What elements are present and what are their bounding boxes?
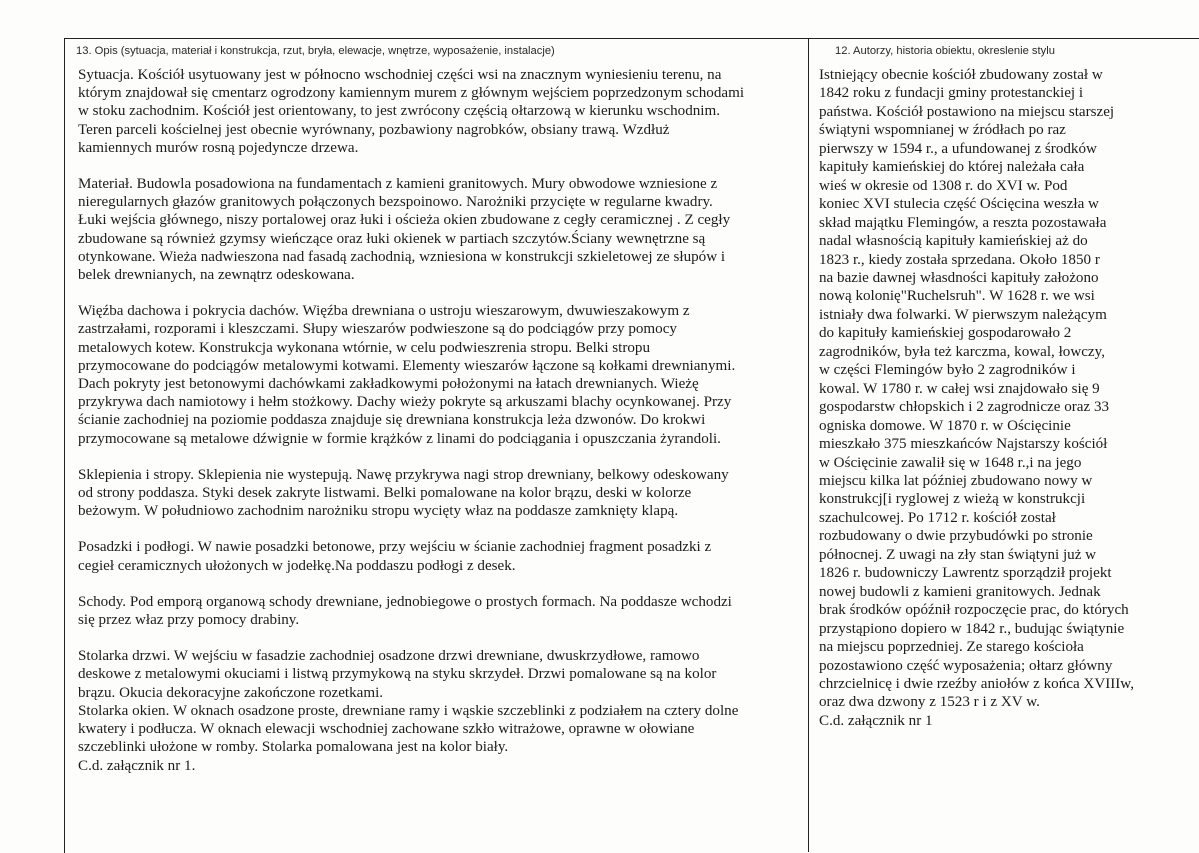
text-line: otynkowane. Wieża nadwieszona nad fasadą zachodnią, wzniesiona w konstrukcji szkieletowej ze słupów i: [78, 248, 726, 265]
text-line: kamiennych murów rosną pojedyncze drzewa.: [78, 139, 359, 156]
text-line: świątyni wspomnianej w źródłach po raz: [819, 122, 1066, 139]
text-line: Dach pokryty jest betonowymi dachówkami zakładkowymi położonymi na łatach drewnianych. Wieżę: [78, 376, 699, 393]
text-line: szachulcowej. Po 1712 r. kościół został: [819, 509, 1056, 526]
text-line: przymocowane do podciągów metalowymi kotwami. Elementy wieszarów łączone są kołkami drewnianymi.: [78, 357, 736, 374]
text-line: szczeblinki ułożone w romby. Stolarka pomalowana jest na kolor biały.: [78, 739, 509, 756]
text-line: konstrukcj[i ryglowej z wieżą w konstrukcji: [819, 491, 1086, 508]
paragraph-wiezba: [78, 302, 798, 448]
description-column: [78, 66, 798, 775]
text-line: miejscu kilka lat później zbudowano nowy w: [819, 472, 1093, 489]
column-divider: [808, 38, 809, 852]
text-line: Więźba dachowa i pokrycia dachów. Więźba drewniana o ustroju wieszarowym, dwuwieszakowym z: [78, 303, 690, 320]
text-line: ogniska domowe. W 1870 r. w Ościęcinie: [819, 417, 1071, 434]
text-line: Schody. Pod emporą organową schody drewniane, jednobiegowe o prostych formach. Na poddasze wchodzi: [78, 593, 732, 610]
text-line: cegieł ceramicznych ułożonych w jodełkę.Na poddaszu podłogi z desek.: [78, 557, 516, 574]
text-line: w części Flemingów było 2 zagrodników i: [819, 362, 1076, 379]
text-line: od strony poddasza. Styki desek zakryte listwami. Belki pomalowane na kolor brązu, deski w kolorze: [78, 485, 692, 502]
text-line: na miejscu poprzedniej. Ze starego kościoła: [819, 639, 1084, 656]
section-12-header: 12. Autorzy, historia obiektu, okreslenie stylu: [835, 45, 1055, 57]
text-line: na bazie dawnej własdności kapituły założono: [819, 269, 1099, 286]
text-line: beżowym. W południowo zachodnim narożniku stropu wycięty właz na poddasze zamknięty klapą.: [78, 503, 679, 520]
text-line: brak środków opóźnił rozpoczęcie prac, do których: [819, 602, 1129, 619]
text-line: Materiał. Budowla posadowiona na fundamentach z kamieni granitowych. Mury obwodowe wzniesione z: [78, 176, 718, 193]
text-line: zagrodników, była też karczma, kowal, łowczy,: [819, 343, 1105, 360]
text-line: Sklepienia i stropy. Sklepienia nie wystepują. Nawę przykrywa nagi strop drewniany, belkowy odeskowany: [78, 466, 729, 483]
text-line: się przez właz przy pomocy drabiny.: [78, 612, 300, 629]
text-line: zbudowane są również gzymsy wieńczące oraz łuki okienek w partiach szczytów.Ściany wewnętrzne są: [78, 230, 706, 247]
text-line: Sytuacja. Kościół usytuowany jest w północno wschodniej części wsi na znacznym wyniesieniu terenu, na: [78, 67, 722, 83]
paragraph-sytuacja: [78, 66, 798, 157]
text-line: 1823 r., kiedy została sprzedana. Około 1850 r: [819, 251, 1100, 268]
text-line: Stolarka drzwi. W wejściu w fasadzie zachodniej osadzone drzwi drewniane, dwuskrzydłowe, ramowo: [78, 648, 700, 665]
text-line: w Ościęcinie zawalił się w 1648 r.,i na jego: [819, 454, 1082, 471]
text-line: brązu. Okucia dekoracyjne zakończone rozetkami.: [78, 684, 384, 701]
text-line: oraz dwa dzwony z 1523 r i z XV w.: [819, 694, 1040, 711]
text-line: gospodarstw chłopskich i 2 zagrodnicze oraz 33: [819, 399, 1110, 416]
text-line: chrzcielnicę i dwie rzeźby aniołów z końca XVIIIw,: [819, 675, 1135, 692]
text-line: 1842 roku z fundacji gminy protestanckiej i: [819, 85, 1084, 102]
text-line: 1826 r. budowniczy Lawrentz sporządził projekt: [819, 565, 1112, 582]
paragraph-stolarka: [78, 647, 798, 774]
text-line: C.d. załącznik nr 1.: [78, 757, 196, 774]
text-line: istniały dwa folwarki. W pierwszym należącym: [819, 306, 1107, 323]
text-line: północnej. Z uwagi na zły stan świątyni już w: [819, 546, 1097, 563]
text-line: w stoku zachodnim. Kościół jest orientowany, to jest zwrócony częścią ołtarzową w kierunku wschodnim.: [78, 103, 721, 120]
paragraph-posadzki: [78, 538, 798, 574]
history-column: [819, 66, 1189, 730]
text-line: Istniejący obecnie kościół zbudowany został w: [819, 67, 1103, 83]
text-line: przymocowane są metalowe dźwignie w formie krążków z linami do podciągania i opuszczania żyrandoli.: [78, 430, 721, 447]
text-line: skład majątku Flemingów, a reszta pozostawała: [819, 214, 1107, 231]
text-line: zastrzałami, rozporami i kleszczami. Słupy wieszarów podwieszone są do podciągów przy pomocy: [78, 321, 677, 338]
paragraph-material: [78, 175, 798, 284]
text-line: państwa. Kościół postawiono na miejscu starszej: [819, 103, 1115, 120]
text-line: którym znajdował się cmentarz ogrodzony kamiennym murem z głównym wejściem poprzedzonym schodami: [78, 85, 745, 102]
text-line: przykrywa dach namiotowy i hełm stożkowy. Dachy wieży pokryte są arkuszami blachy ocynkowanej. Przy: [78, 394, 732, 411]
text-line: pozostawiono część wyposażenia; ołtarz główny: [819, 657, 1113, 674]
text-line: przystąpiono dopiero w 1842 r., budując świątynie: [819, 620, 1125, 637]
text-line: Łuki wejścia głównego, niszy portalowej oraz łuki i ościeża okien zbudowane z cegły ceramicznej . Z cegły: [78, 212, 731, 229]
text-line: Stolarka okien. W oknach osadzone proste, drewniane ramy i wąskie szczeblinki z podziałem na cztery dolne: [78, 702, 739, 719]
text-line: nadal własnością kapituły kamieńskiej aż do: [819, 233, 1088, 250]
section-13-header: 13. Opis (sytuacja, materiał i konstrukcja, rzut, bryła, elewacje, wnętrze, wyposażenie, instalacje): [76, 45, 555, 57]
text-line: Teren parceli kościelnej jest obecnie wyrównany, pozbawiony nagrobków, obsiany trawą. Wzdłuż: [78, 121, 670, 138]
paragraph-sklepienia: [78, 466, 798, 521]
text-line: kapituły kamieńskiej do której należała cała: [819, 159, 1085, 176]
paragraph-schody: [78, 593, 798, 629]
text-line: belek drewnianych, na zewnątrz odeskowana.: [78, 267, 355, 284]
text-line: rozbudowany o dwie przybudówki po stronie: [819, 528, 1093, 545]
text-line: kwatery i podłucza. W oknach elewacji wschodniej zachowane szkło witrażowe, oprawne w ołowiane: [78, 721, 695, 738]
text-line: Posadzki i podłogi. W nawie posadzki betonowe, przy wejściu w ścianie zachodniej fragment posadzki z: [78, 539, 712, 556]
text-line: nowej budowli z kamieni granitowych. Jednak: [819, 583, 1101, 600]
text-line: pierwszy w 1594 r., a ufundowanej z środków: [819, 140, 1097, 157]
text-line: nieregularnych głazów granitowych połączonych bezspoinowo. Narożniki przycięte w regularne kwadry.: [78, 194, 713, 211]
text-line: deskowe z metalowymi okuciami i listwą przymykową na styku skrzydeł. Drzwi pomalowane są na kolor: [78, 666, 717, 683]
text-line: C.d. załącznik nr 1: [819, 712, 933, 729]
text-line: koniec XVI stulecia część Ościęcina weszła w: [819, 196, 1099, 213]
text-line: wieś w okresie od 1308 r. do XVI w. Pod: [819, 177, 1068, 194]
text-line: do kapituły kamieńskiej gospodarowało 2: [819, 325, 1072, 342]
text-line: metalowych kotew. Konstrukcja wykonana wtórnie, w celu podwieszrenia stropu. Belki stropu: [78, 339, 651, 356]
text-line: nową kolonię"Ruchelsruh". W 1628 r. we wsi: [819, 288, 1095, 305]
text-line: ścianie zachodniej na poziomie poddasza znajduje się drewniana konstrukcja leża dzwonów. Do krokwi: [78, 412, 706, 429]
text-line: mieszkało 375 mieszkańców Najstarszy kościół: [819, 436, 1108, 453]
text-line: kowal. W 1780 r. w całej wsi znajdowało się 9: [819, 380, 1100, 397]
